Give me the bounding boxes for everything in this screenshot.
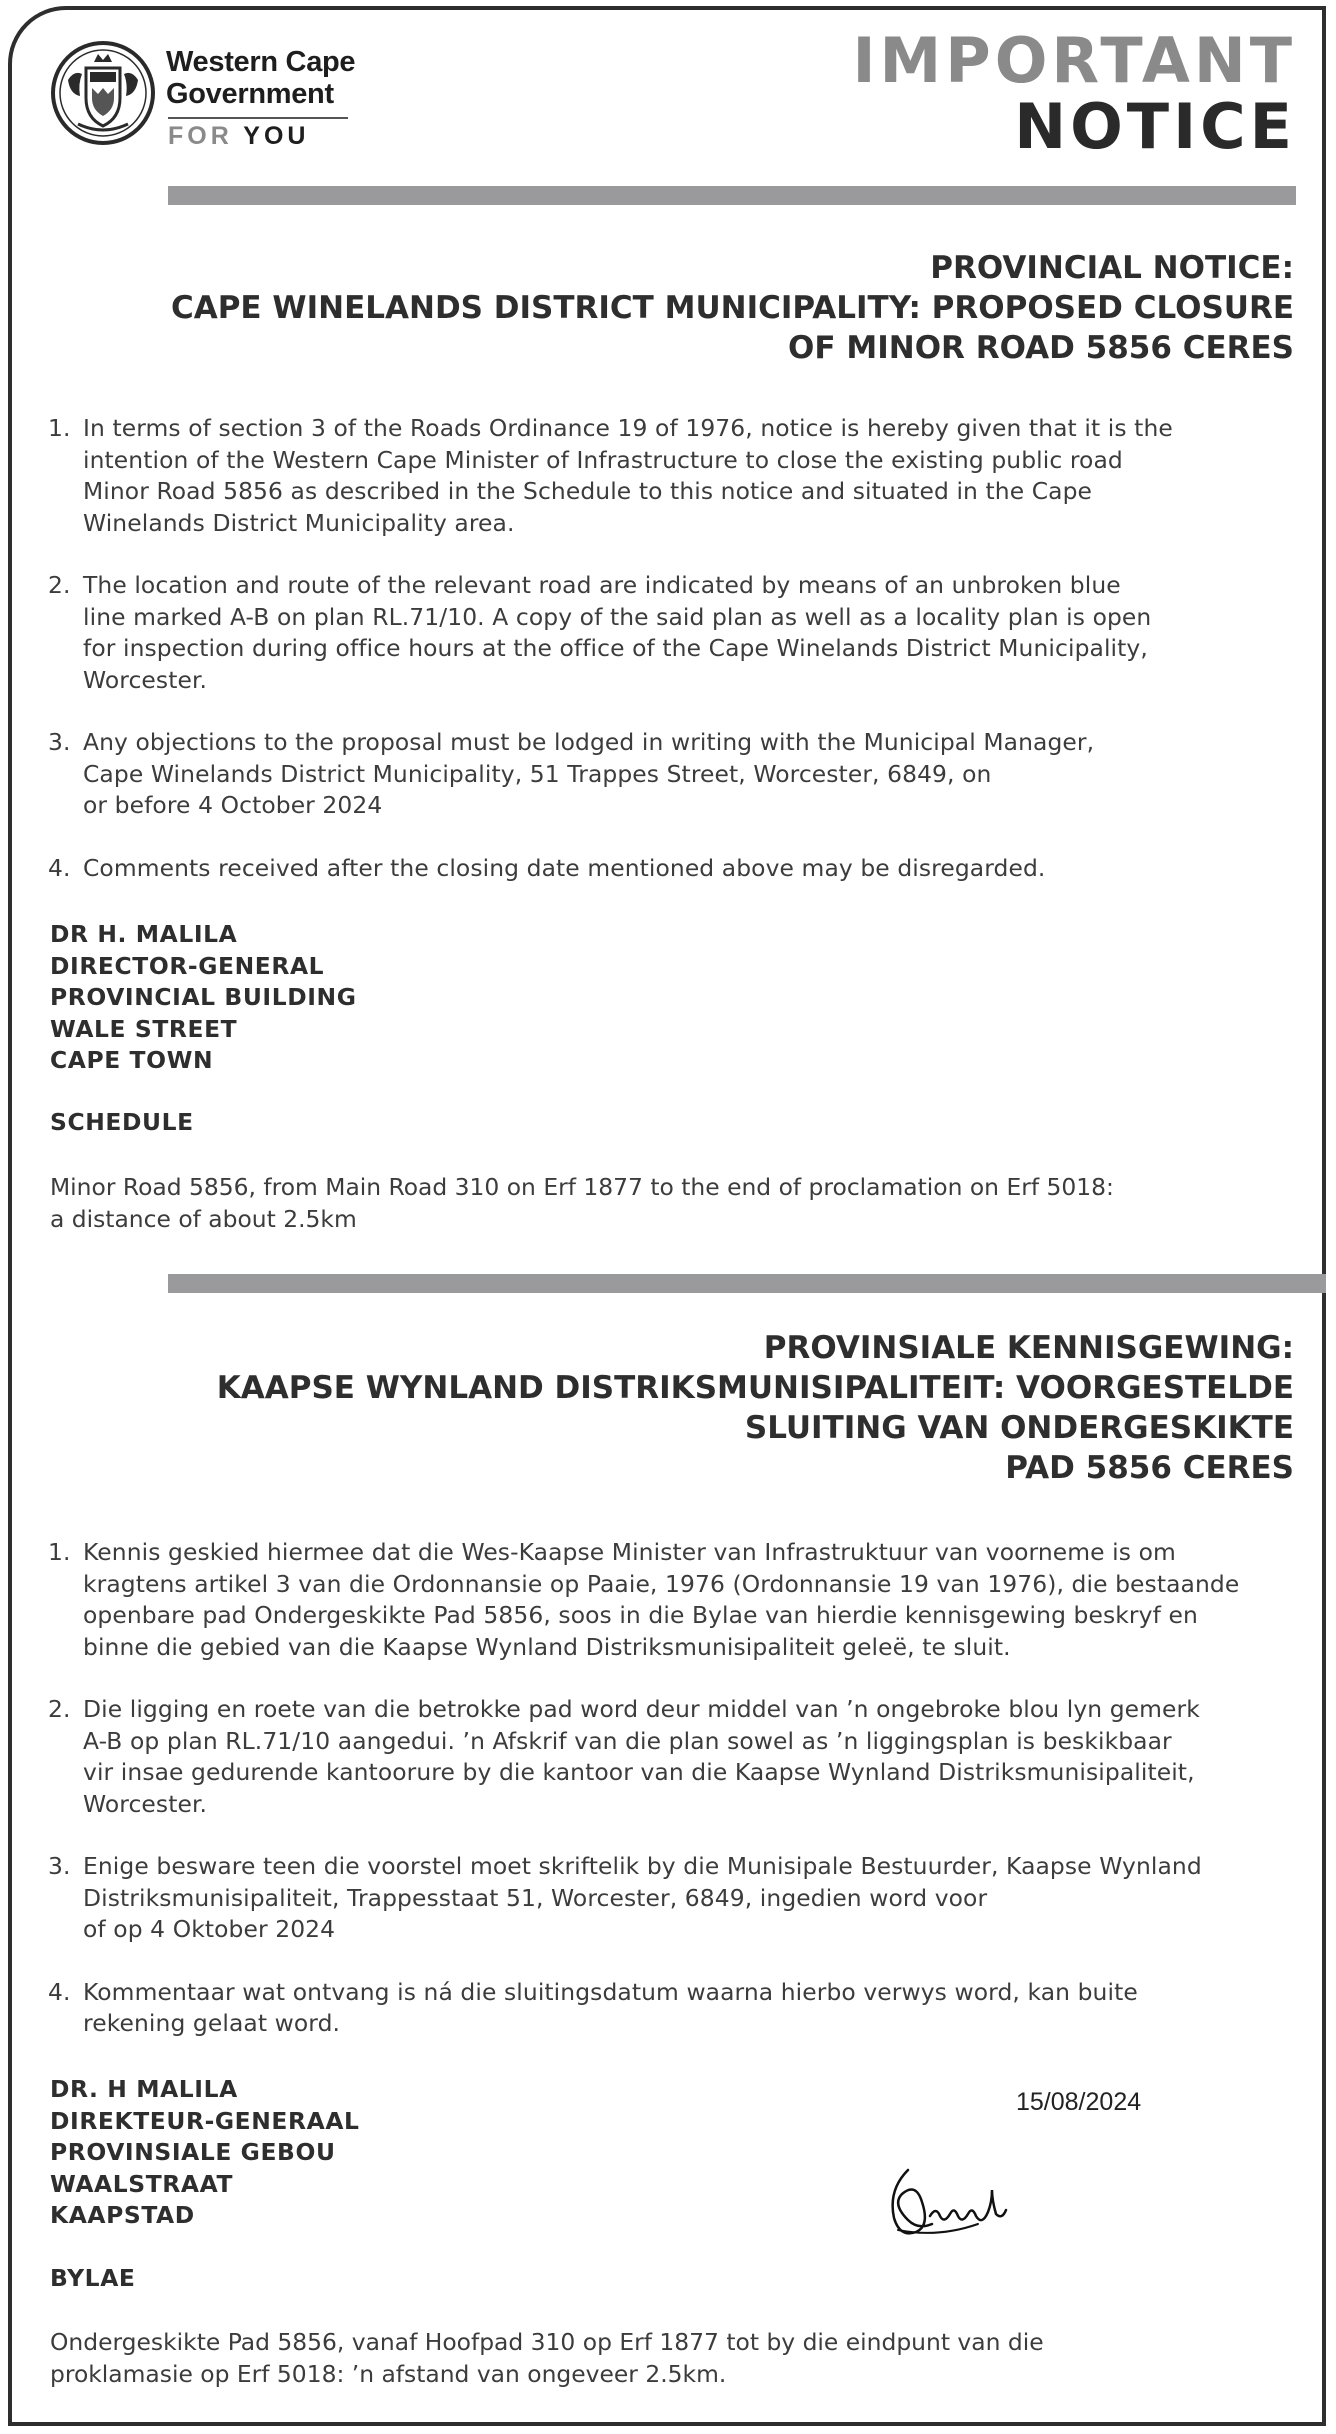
notice-item	[48, 853, 1298, 885]
bylae-text	[50, 2327, 1044, 2390]
notice-item	[48, 1694, 1298, 1820]
signatory-line: WAALSTRAAT	[50, 2169, 234, 2198]
signatory-line: DR H. MALILA	[50, 920, 238, 948]
notice-title-line1: IMPORTANT	[852, 24, 1296, 97]
heading-line: KAAPSE WYNLAND DISTRIKSMUNISIPALITEIT: VOORGESTELDE	[216, 1370, 1294, 1406]
notice-item	[48, 1851, 1298, 1946]
notice-item	[48, 1537, 1298, 1663]
item-number: 3.	[48, 1852, 71, 1880]
item-text-line: vir insae gedurende kantoorure by die kantoor van die Kaapse Wynland Distriksmunisipaliteit,	[83, 1758, 1195, 1786]
item-number: 2.	[48, 571, 71, 599]
heading-line: PROVINSIALE KENNISGEWING:	[763, 1330, 1294, 1366]
item-text-line: The location and route of the relevant road are indicated by means of an unbroken blue	[83, 571, 1121, 599]
heading-line: SLUITING VAN ONDERGESKIKTE	[744, 1410, 1294, 1446]
item-text-line: Worcester.	[83, 1789, 208, 1818]
item-text-line: A-B op plan RL.71/10 aangedui. ’n Afskrif van die plan sowel as ’n liggingsplan is beskikbaar	[83, 1726, 1172, 1755]
item-text-line: kragtens artikel 3 van die Ordonnansie op Paaie, 1976 (Ordonnansie 19 van 1976), die bestaande	[83, 1569, 1240, 1598]
item-text-line: Die ligging en roete van die betrokke pad word deur middel van ’n ongebroke blou lyn gemerk	[83, 1695, 1200, 1723]
handwritten-signature	[868, 2150, 1038, 2250]
coat-of-arms-icon	[48, 38, 158, 148]
signatory-line: WALE STREET	[50, 1014, 238, 1043]
item-text-line: Enige besware teen die voorstel moet skriftelik by die Munisipale Bestuurder, Kaapse Wynland	[83, 1852, 1202, 1880]
logo-tag-you: YOU	[243, 122, 310, 150]
item-number: 3.	[48, 728, 71, 756]
schedule-line: a distance of about 2.5km	[50, 1204, 357, 1233]
schedule-line: Minor Road 5856, from Main Road 310 on Erf 1877 to the end of proclamation on Erf 5018:	[50, 1173, 1114, 1201]
logo-tag-for: FOR	[168, 122, 233, 150]
item-number: 4.	[48, 853, 71, 882]
notice-title-line2: NOTICE	[1014, 90, 1296, 163]
signatory-line: DR. H MALILA	[50, 2075, 238, 2103]
heading-line: CAPE WINELANDS DISTRICT MUNICIPALITY: PROPOSED CLOSURE	[170, 290, 1294, 326]
afrikaans-signatory-block	[50, 2074, 360, 2232]
section-divider-bar	[168, 186, 1296, 205]
notice-item	[48, 413, 1298, 539]
notice-item	[48, 570, 1298, 696]
notice-item	[48, 1977, 1298, 2040]
item-text-line: Any objections to the proposal must be lodged in writing with the Municipal Manager,	[83, 728, 1095, 756]
item-number: 1.	[48, 1538, 71, 1566]
english-signatory-block	[50, 919, 357, 1077]
item-text-line: intention of the Western Cape Minister of Infrastructure to close the existing public road	[83, 445, 1123, 474]
heading-line: PROVINCIAL NOTICE:	[930, 250, 1294, 286]
english-notice-items	[48, 413, 1298, 915]
item-text-line: line marked A-B on plan RL.71/10. A copy of the said plan as well as a locality plan is open	[83, 602, 1152, 631]
signatory-line: PROVINCIAL BUILDING	[50, 983, 357, 1012]
heading-line: PAD 5856 CERES	[1005, 1450, 1294, 1486]
item-text-line: Kommentaar wat ontvang is ná die sluitingsdatum waarna hierbo verwys word, kan buite	[83, 1977, 1138, 2006]
notice-item	[48, 727, 1298, 822]
item-text-line: openbare pad Ondergeskikte Pad 5856, soos in die Bylae van hierdie kennisgewing beskryf en	[83, 1601, 1198, 1629]
item-text-line: Comments received after the closing date mentioned above may be disregarded.	[83, 853, 1046, 882]
item-number: 4.	[48, 1977, 71, 2006]
logo-divider	[168, 117, 348, 119]
item-text-line: or before 4 October 2024	[83, 791, 383, 819]
logo-tagline	[168, 122, 309, 151]
item-number: 1.	[48, 414, 71, 442]
western-cape-government-logo	[48, 38, 378, 158]
signatory-line: PROVINSIALE GEBOU	[50, 2138, 336, 2167]
signatory-line: CAPE TOWN	[50, 1046, 214, 1075]
heading-line: OF MINOR ROAD 5856 CERES	[788, 330, 1294, 366]
section-divider-bar	[168, 1274, 1326, 1293]
english-notice-heading	[171, 248, 1294, 368]
item-text-line: binne die gebied van die Kaapse Wynland Distriksmunisipaliteit geleë, te sluit.	[83, 1632, 1011, 1661]
item-number: 2.	[48, 1695, 71, 1723]
logo-line-western-cape: Western Cape	[166, 46, 356, 78]
logo-line-government: Government	[166, 78, 334, 110]
schedule-title: SCHEDULE	[50, 1108, 194, 1136]
item-text-line: Winelands District Municipality area.	[83, 508, 515, 537]
item-text-line: Minor Road 5856 as described in the Schedule to this notice and situated in the Cape	[83, 477, 1093, 505]
item-text-line: of op 4 Oktober 2024	[83, 1915, 336, 1943]
item-text-line: rekening gelaat word.	[83, 2009, 341, 2037]
signatory-line: KAAPSTAD	[50, 2201, 195, 2230]
signatory-line: DIRECTOR-GENERAL	[50, 951, 325, 980]
schedule-text	[50, 1172, 1114, 1235]
afrikaans-notice-heading	[217, 1328, 1294, 1488]
signatory-line: DIREKTEUR-GENERAAL	[50, 2106, 360, 2135]
item-text-line: In terms of section 3 of the Roads Ordinance 19 of 1976, notice is hereby given that it is the	[83, 414, 1173, 442]
afrikaans-notice-items	[48, 1537, 1298, 2071]
item-text-line: Distriksmunisipaliteit, Trappesstaat 51, Worcester, 6849, ingedien word voor	[83, 1883, 988, 1912]
important-notice-title	[852, 24, 1296, 163]
item-text-line: Kennis geskied hiermee dat die Wes-Kaapse Minister van Infrastruktuur van voorneme is om	[83, 1538, 1176, 1566]
item-text-line: for inspection during office hours at the office of the Cape Winelands District Municipality,	[83, 634, 1148, 662]
item-text-line: Cape Winelands District Municipality, 51 Trappes Street, Worcester, 6849, on	[83, 759, 992, 788]
schedule-line: Ondergeskikte Pad 5856, vanaf Hoofpad 310 op Erf 1877 tot by die eindpunt van die	[50, 2328, 1044, 2356]
bylae-title: BYLAE	[50, 2264, 136, 2292]
signature-date: 15/08/2024	[1016, 2088, 1142, 2116]
item-text-line: Worcester.	[83, 665, 208, 694]
schedule-line: proklamasie op Erf 5018: ’n afstand van ongeveer 2.5km.	[50, 2359, 727, 2388]
